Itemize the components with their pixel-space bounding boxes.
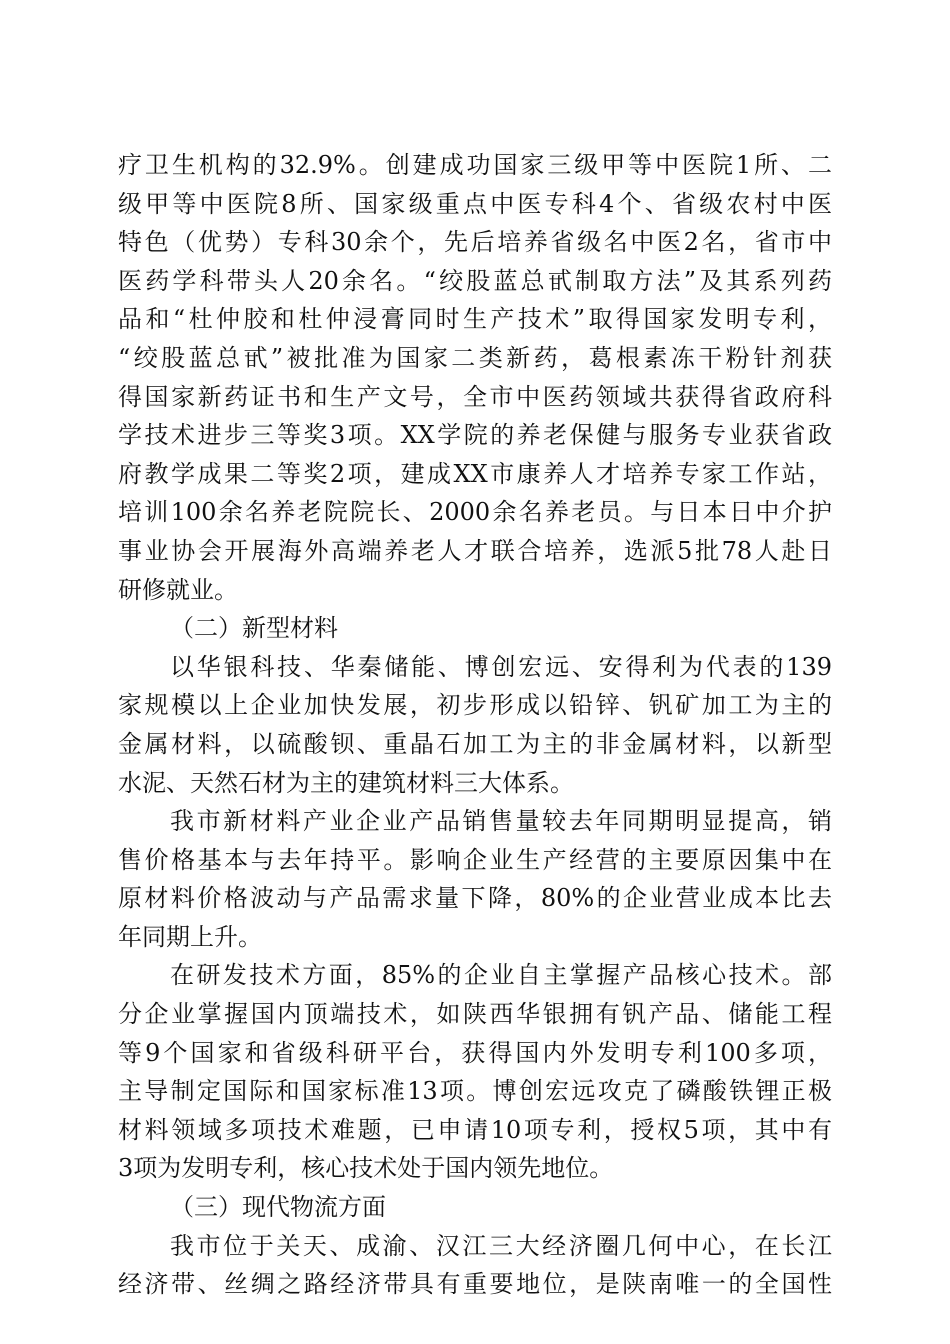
text-line: 府教学成果二等奖2项，建成XX市康养人才培养专家工作站， (118, 459, 832, 488)
text-line: 得国家新药证书和生产文号，全市中医药领域共获得省政府科 (118, 382, 832, 411)
text-line: 级甲等中医院8所、国家级重点中医专科4个、省级农村中医 (118, 189, 832, 218)
text-line: 经济带、丝绸之路经济带具有重要地位，是陕南唯一的全国性 (118, 1270, 832, 1299)
text-line: 以华银科技、华秦储能、博创宏远、安得利为代表的139 (170, 652, 832, 681)
text-line: “绞股蓝总甙”被批准为国家二类新药，葛根素冻干粉针剂获 (118, 343, 832, 372)
text-line: 售价格基本与去年持平。影响企业生产经营的主要原因集中在 (118, 845, 832, 874)
text-line: 3项为发明专利，核心技术处于国内领先地位。 (118, 1154, 614, 1183)
text-line: 年同期上升。 (118, 922, 262, 951)
text-line: 我市位于关天、成渝、汉江三大经济圈几何中心，在长江 (170, 1231, 832, 1260)
text-line: 原材料价格波动与产品需求量下降，80%的企业营业成本比去 (118, 884, 832, 913)
text-line: 材料领域多项技术难题，已申请10项专利，授权5项，其中有 (118, 1115, 832, 1144)
section-heading: （三）现代物流方面 (170, 1193, 386, 1222)
text-line: 学技术进步三等奖3项。XX学院的养老保健与服务专业获省政 (118, 421, 832, 450)
body-text (118, 146, 832, 1304)
section-heading: （二）新型材料 (170, 614, 338, 643)
text-line: 品和“杜仲胶和杜仲浸膏同时生产技术”取得国家发明专利， (118, 305, 832, 334)
text-line: 医药学科带头人20余名。“绞股蓝总甙制取方法”及其系列药 (118, 266, 832, 295)
text-line: 事业协会开展海外高端养老人才联合培养，选派5批78人赴日 (118, 536, 832, 565)
text-line: 家规模以上企业加快发展，初步形成以铅锌、钒矿加工为主的 (118, 691, 832, 720)
text-line: 主导制定国际和国家标准13项。博创宏远攻克了磷酸铁锂正极 (118, 1077, 832, 1106)
text-line: 我市新材料产业企业产品销售量较去年同期明显提高，销 (170, 807, 832, 836)
text-line: 金属材料，以硫酸钡、重晶石加工为主的非金属材料，以新型 (118, 729, 832, 758)
text-line: 特色（优势）专科30余个，先后培养省级名中医2名，省市中 (118, 228, 832, 257)
text-line: 等9个国家和省级科研平台，获得国内外发明专利100多项， (118, 1038, 832, 1067)
text-line: 水泥、天然石材为主的建筑材料三大体系。 (118, 768, 574, 797)
text-line: 在研发技术方面，85%的企业自主掌握产品核心技术。部 (170, 961, 832, 990)
text-line: 分企业掌握国内顶端技术，如陕西华银拥有钒产品、储能工程 (118, 1000, 832, 1029)
text-line: 疗卫生机构的32.9%。创建成功国家三级甲等中医院1所、二 (118, 151, 832, 179)
text-line: 研修就业。 (118, 575, 238, 604)
text-line: 培训100余名养老院院长、2000余名养老员。与日本日中介护 (118, 498, 832, 527)
